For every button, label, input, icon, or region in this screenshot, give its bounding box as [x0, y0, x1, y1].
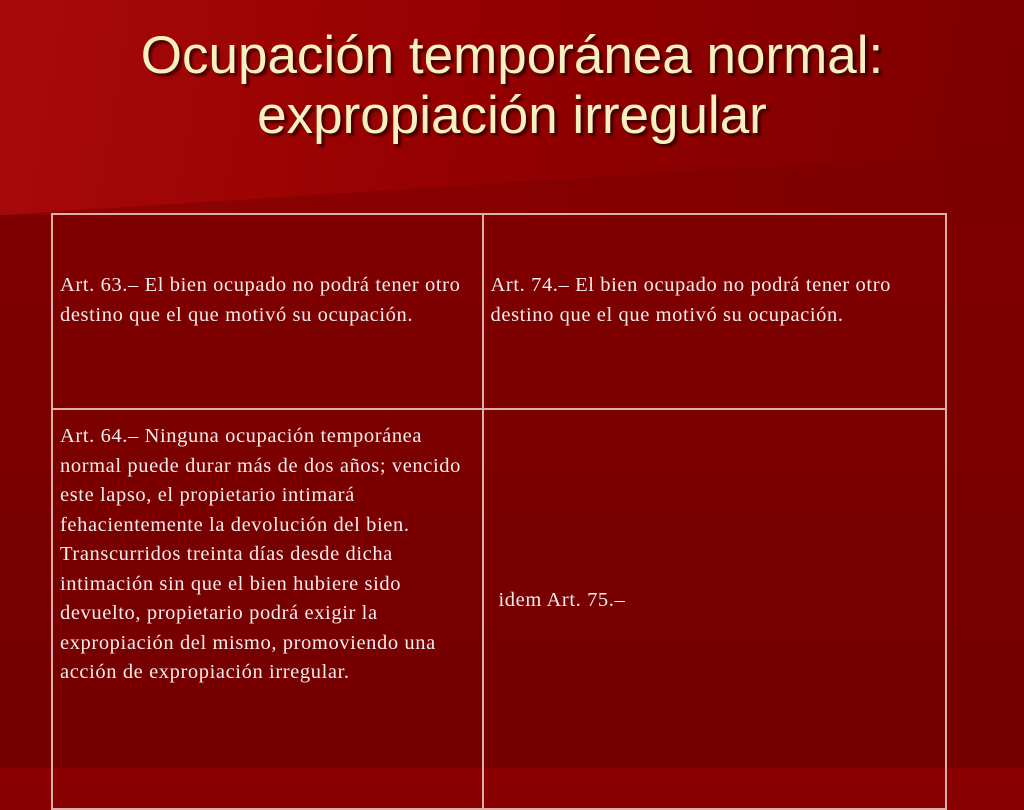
slide-title: [0, 26, 1024, 146]
table-row: [52, 409, 946, 809]
slide-title-line2: expropiación irregular: [257, 86, 767, 145]
articles-table: [51, 213, 947, 810]
table-cell-art-74: Art. 74.– El bien ocupado no podrá tener otro destino que el que motivó su ocupación.: [483, 214, 946, 409]
table-cell-idem-art-75: idem Art. 75.–: [483, 409, 946, 809]
slide-title-line1: Ocupación temporánea normal:: [140, 26, 884, 85]
table-row: [52, 214, 946, 409]
table-cell-art-64: Art. 64.– Ninguna ocupación temporánea normal puede durar más de dos años; vencido este lapso, el propietario intimará fehacientemente la devolución del bien. Transcurridos treinta días desde dicha intimación sin que el bien hubiere sido devuelto, propietario podrá exigir la expropiación del mismo, promoviendo una acción de expropiación irregular.: [52, 409, 483, 809]
table-cell-art-63: Art. 63.– El bien ocupado no podrá tener otro destino que el que motivó su ocupación.: [52, 214, 483, 409]
